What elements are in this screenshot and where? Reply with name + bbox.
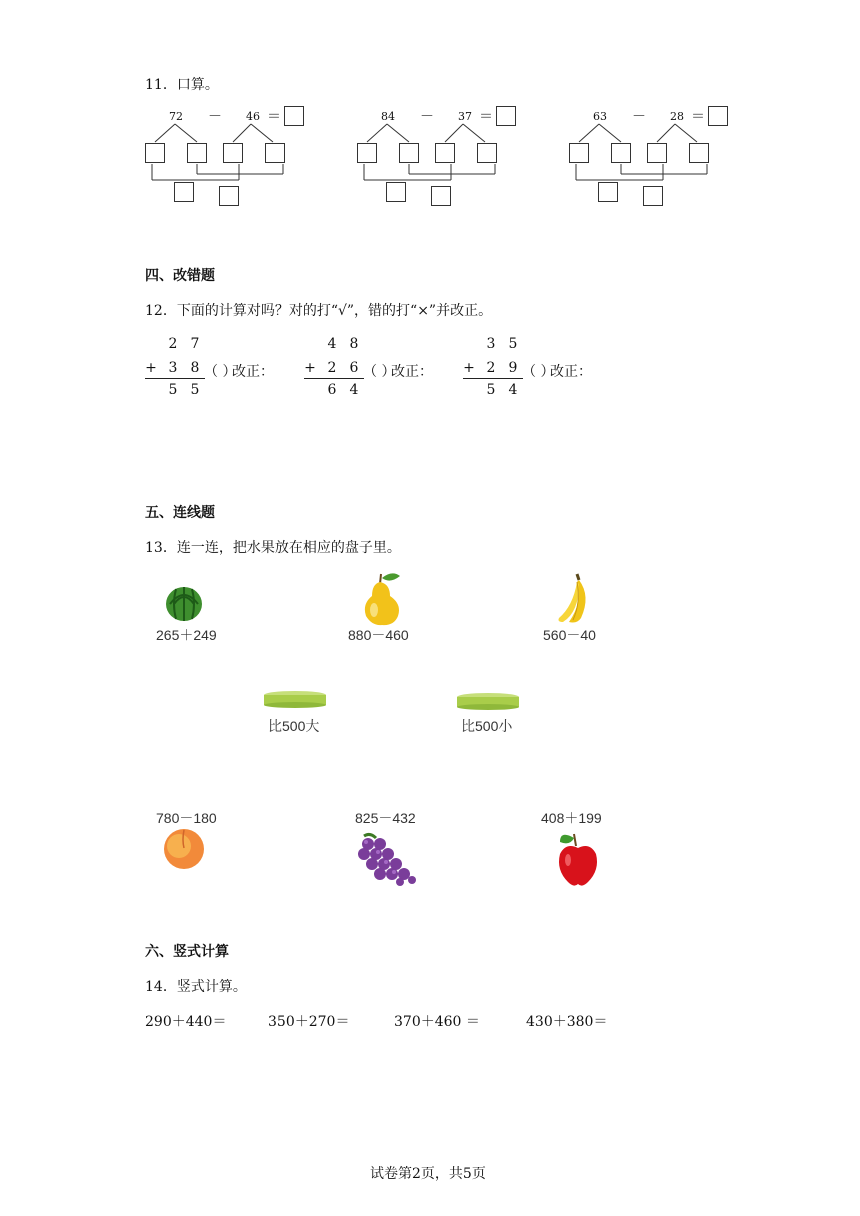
partial-box	[187, 143, 207, 163]
minus-sign: －	[208, 109, 222, 125]
addend-top-tens: 3	[486, 336, 496, 352]
sum-underline	[145, 378, 205, 379]
watermelon-icon	[164, 584, 204, 626]
subtrahend: 28	[670, 110, 684, 123]
addend-top-ones: 7	[190, 336, 200, 352]
addend-bottom-tens: 2	[327, 360, 337, 376]
result-box	[386, 182, 406, 202]
equals-sign: ＝	[691, 109, 705, 125]
result-box	[598, 182, 618, 202]
pear-expression: 880－460	[348, 627, 409, 643]
judgement-paren: （ ）	[363, 364, 396, 380]
addend-bottom-tens: 3	[168, 360, 178, 376]
decomposition-lines	[569, 118, 729, 228]
apple-icon	[556, 830, 600, 892]
result-box	[643, 186, 663, 206]
partial-box	[647, 143, 667, 163]
partial-box	[145, 143, 165, 163]
vertical-calc-item-4: 430＋380＝	[526, 1014, 608, 1030]
sum-tens: 5	[486, 382, 496, 398]
partial-box	[399, 143, 419, 163]
correction-label: 改正：	[232, 364, 274, 380]
question-11-title: 11．口算。	[145, 77, 219, 93]
grapes-expression: 825－432	[355, 810, 416, 826]
question-12-title: 12．下面的计算对吗？对的打“√”，错的打“×”并改正。	[145, 303, 493, 319]
result-box	[219, 186, 239, 206]
partial-box	[611, 143, 631, 163]
minus-sign: －	[420, 109, 434, 125]
addend-bottom-ones: 9	[508, 360, 518, 376]
banana-expression: 560－40	[543, 627, 596, 643]
plate-label-greater: 比500大	[268, 718, 320, 734]
equals-sign: ＝	[479, 109, 493, 125]
plate-less-than-500	[456, 692, 520, 714]
minuend: 63	[593, 110, 607, 123]
section-5-heading: 五、连线题	[145, 505, 215, 521]
minuend: 72	[169, 110, 183, 123]
minus-sign: －	[632, 109, 646, 125]
vertical-calc-item-2: 350＋270＝	[268, 1014, 350, 1030]
page-footer: 试卷第2页，共5页	[370, 1166, 486, 1182]
decomposition-lines	[145, 118, 305, 228]
grapes-icon	[356, 830, 418, 890]
partial-box	[265, 143, 285, 163]
question-14-title: 14．竖式计算。	[145, 979, 247, 995]
result-box	[431, 186, 451, 206]
subtrahend: 46	[246, 110, 260, 123]
correction-label: 改正：	[391, 364, 433, 380]
correction-label: 改正：	[550, 364, 592, 380]
sum-underline	[304, 378, 364, 379]
decomposition-lines	[357, 118, 517, 228]
partial-box	[223, 143, 243, 163]
sum-ones: 5	[190, 382, 200, 398]
sum-tens: 5	[168, 382, 178, 398]
minuend: 84	[381, 110, 395, 123]
addend-bottom-ones: 8	[190, 360, 200, 376]
addend-top-tens: 2	[168, 336, 178, 352]
section-4-heading: 四、改错题	[145, 268, 215, 284]
sum-underline	[463, 378, 523, 379]
banana-icon	[555, 572, 595, 630]
pear-icon	[360, 570, 404, 630]
partial-box	[435, 143, 455, 163]
peach-expression: 780－180	[156, 810, 217, 826]
judgement-paren: （ ）	[204, 364, 237, 380]
addend-bottom-ones: 6	[349, 360, 359, 376]
plate-greater-than-500	[263, 690, 327, 712]
vertical-calc-item-3: 370＋460 ＝	[394, 1014, 480, 1030]
sum-tens: 6	[327, 382, 337, 398]
subtrahend: 37	[458, 110, 472, 123]
partial-box	[477, 143, 497, 163]
question-13-title: 13．连一连，把水果放在相应的盘子里。	[145, 540, 401, 556]
result-box	[174, 182, 194, 202]
addend-top-ones: 8	[349, 336, 359, 352]
partial-box	[569, 143, 589, 163]
judgement-paren: （ ）	[522, 364, 555, 380]
equals-sign: ＝	[267, 109, 281, 125]
addend-top-tens: 4	[327, 336, 337, 352]
watermelon-expression: 265＋249	[156, 627, 217, 643]
sum-ones: 4	[508, 382, 518, 398]
section-6-heading: 六、竖式计算	[145, 944, 229, 960]
partial-box	[689, 143, 709, 163]
sum-ones: 4	[349, 382, 359, 398]
apple-expression: 408＋199	[541, 810, 602, 826]
peach-icon	[162, 826, 206, 874]
vertical-calc-item-1: 290＋440＝	[145, 1014, 227, 1030]
addend-top-ones: 5	[508, 336, 518, 352]
partial-box	[357, 143, 377, 163]
plus-sign: +	[304, 360, 316, 376]
plate-label-less: 比500小	[461, 718, 513, 734]
plus-sign: +	[463, 360, 475, 376]
addend-bottom-tens: 2	[486, 360, 496, 376]
plus-sign: +	[145, 360, 157, 376]
